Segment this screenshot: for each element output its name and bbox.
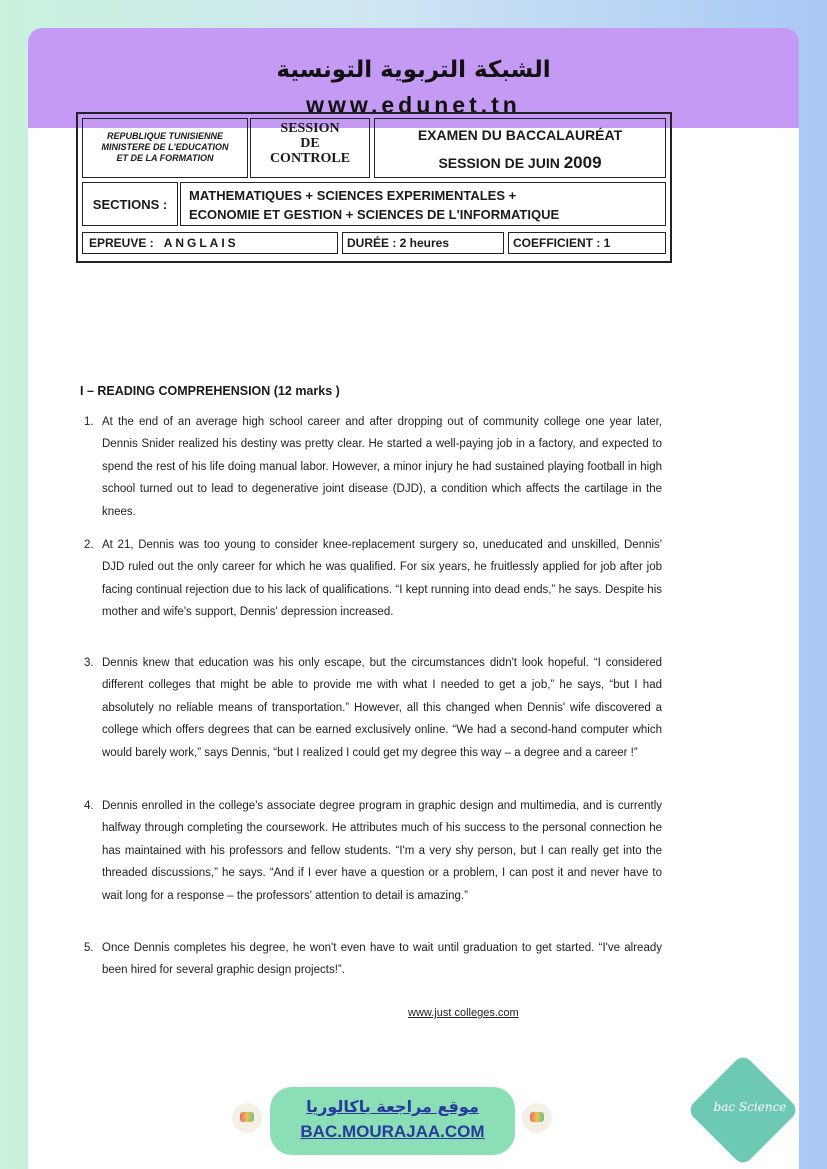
paragraph-text: Dennis enrolled in the college's associate degree program in graphic design and multimedia, and is currently halfway through completing the coursework. He attributes much of his success to the personal connection he has maintained with his professors and fellow students. “I'm a very shy person, but I can really get into the threaded discussions,” he says. “And if I ever have a question or a problem, I can post it and never have to wait long for a response – the professors' attention to detail is amazing.” bbox=[102, 800, 662, 902]
sections-line-1: MATHEMATIQUES + SCIENCES EXPERIMENTALES + bbox=[189, 188, 517, 203]
exam-title: EXAMEN DU BACCALAURÉAT bbox=[417, 127, 623, 143]
site-logo-icon bbox=[232, 1103, 262, 1133]
exam-session: SESSION DE JUIN bbox=[438, 155, 560, 171]
coefficient-box: COEFFICIENT : 1 bbox=[508, 232, 666, 254]
paragraph-number: 4. bbox=[84, 800, 94, 812]
exam-session-line bbox=[375, 149, 665, 177]
paragraph-number: 3. bbox=[84, 657, 94, 669]
footer-url[interactable]: BAC.MOURAJAA.COM bbox=[300, 1122, 485, 1141]
sections-list bbox=[180, 182, 666, 226]
sections-line-2: ECONOMIE ET GESTION + SCIENCES DE L'INFORMATIQUE bbox=[189, 207, 560, 222]
session-line: SESSION bbox=[280, 121, 340, 136]
footer-banner[interactable] bbox=[270, 1087, 515, 1155]
republic-line: REPUBLIQUE TUNISIENNE bbox=[106, 131, 223, 141]
paragraph-1 bbox=[84, 411, 662, 523]
paragraph-text: At 21, Dennis was too young to consider knee-replacement surgery so, uneducated and unskilled, Dennis' DJD ruled out the only career for which he was qualified. For six years, he fruitlessly applied for job after job facing continual rejection due to his lack of qualifications. “I kept running into dead ends,” he says. Despite his mother and wife's support, Dennis' depression increased. bbox=[102, 539, 662, 619]
session-controle-line: CONTROLE bbox=[269, 151, 351, 166]
paragraph-text: At the end of an average high school career and after dropping out of community college one year later, Dennis Snider realized his destiny was pretty clear. He started a well-paying job in a factory, and expected to spend the rest of his life doing manual labor. However, a minor injury he had sustained playing football in high school turned out to lead to degenerative joint disease (DJD), a condition which affects the cartilage in the knees. bbox=[102, 416, 662, 518]
formation-line: ET DE LA FORMATION bbox=[116, 153, 214, 163]
paragraph-2 bbox=[84, 534, 662, 624]
epreuve-box bbox=[82, 232, 338, 254]
paragraph-number: 2. bbox=[84, 539, 94, 551]
banner-arabic-title: الشبكة التربوية التونسية bbox=[276, 57, 551, 83]
banner-url[interactable]: www.edunet.tn bbox=[306, 92, 521, 118]
paragraph-number: 5. bbox=[84, 942, 94, 954]
bac-science-label: bac Science bbox=[713, 1100, 787, 1114]
paragraph-4 bbox=[84, 795, 662, 907]
exam-year: 2009 bbox=[563, 153, 602, 172]
paragraph-5 bbox=[84, 937, 662, 982]
reading-section-title: I – READING COMPREHENSION (12 marks ) bbox=[80, 384, 340, 398]
paragraph-3 bbox=[84, 652, 662, 764]
paragraph-text: Dennis knew that education was his only escape, but the circumstances didn't look hopeful. “I considered different colleges that might be able to provide me with what I needed to get a job,” he says, “but I had absolutely no reliable means of transportation.” However, all this changed when Dennis' wife discovered a college which offers degrees that can be earned exclusively online. “We had a second-hand computer which would barely work,” says Dennis, “but I realized I could get my degree this way – a degree and a career !” bbox=[102, 657, 662, 759]
exam-title-box bbox=[374, 118, 666, 178]
duree-box: DURÉE : 2 heures bbox=[342, 232, 504, 254]
sections-label: SECTIONS : bbox=[82, 182, 178, 226]
source-link[interactable]: www.just colleges.com bbox=[408, 1007, 519, 1019]
session-box bbox=[250, 118, 370, 178]
footer-arabic[interactable]: موقع مراجعة باكالوريا bbox=[306, 1097, 479, 1116]
paragraph-number: 1. bbox=[84, 416, 94, 428]
ministry-line: MINISTERE DE L'EDUCATION bbox=[101, 142, 229, 152]
session-de-line: DE bbox=[300, 136, 320, 151]
paragraph-text: Once Dennis completes his degree, he won't even have to wait until graduation to get started. “I've already been hired for several graphic design projects!”. bbox=[102, 942, 662, 977]
site-logo-icon bbox=[522, 1103, 552, 1133]
exam-header bbox=[76, 112, 672, 263]
republic-box bbox=[82, 118, 248, 178]
epreuve-value: ANGLAIS bbox=[163, 236, 239, 250]
epreuve-label: EPREUVE : bbox=[89, 236, 154, 250]
